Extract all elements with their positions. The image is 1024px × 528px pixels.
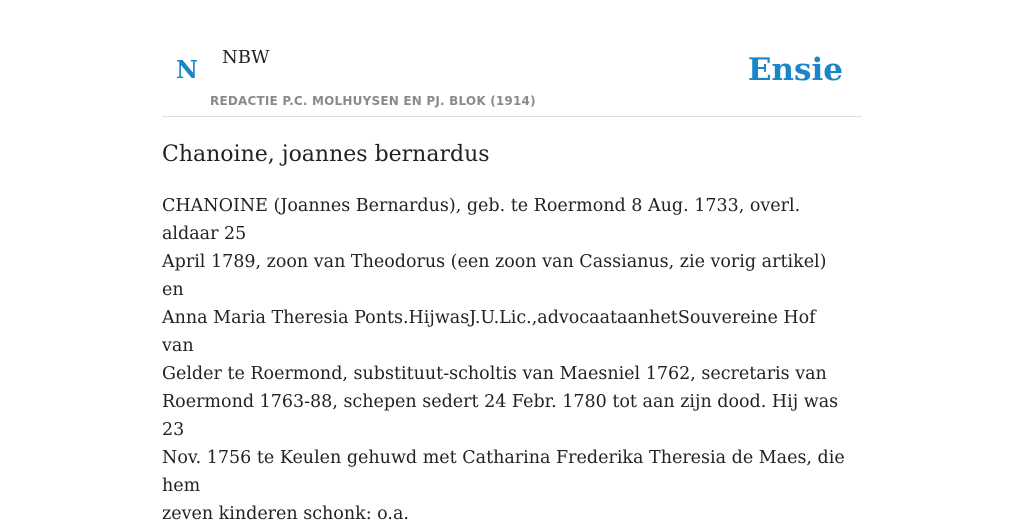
- article-line: CHANOINE (Joannes Bernardus), geb. te Roermond 8 Aug. 1733, overl. aldaar 25: [162, 196, 801, 244]
- source-name: NBW: [222, 47, 270, 68]
- source-editors: REDACTIE P.C. MOLHUYSEN EN PJ. BLOK (1914): [210, 94, 536, 108]
- source-logo[interactable]: N: [176, 55, 198, 84]
- article-line: Roermond 1763-88, schepen sedert 24 Febr. 1780 tot aan zijn dood. Hij was 23: [162, 392, 839, 440]
- article-line: Anna Maria Theresia Ponts.HijwasJ.U.Lic.,advocaataanhetSouvereine Hof van: [162, 308, 816, 356]
- header: [162, 0, 862, 117]
- brand-logo[interactable]: Ensie: [747, 52, 843, 88]
- article-title: Chanoine, joannes bernardus: [162, 142, 490, 167]
- article-line: zeven kinderen schonk: o.a.: [162, 504, 409, 524]
- article-line: Gelder te Roermond, substituut-scholtis van Maesniel 1762, secretaris van: [162, 364, 827, 384]
- article-body: [162, 192, 852, 528]
- article-line: Nov. 1756 te Keulen gehuwd met Catharina Frederika Theresia de Maes, die hem: [162, 448, 845, 496]
- article-line: April 1789, zoon van Theodorus (een zoon van Cassianus, zie vorig artikel) en: [162, 252, 827, 300]
